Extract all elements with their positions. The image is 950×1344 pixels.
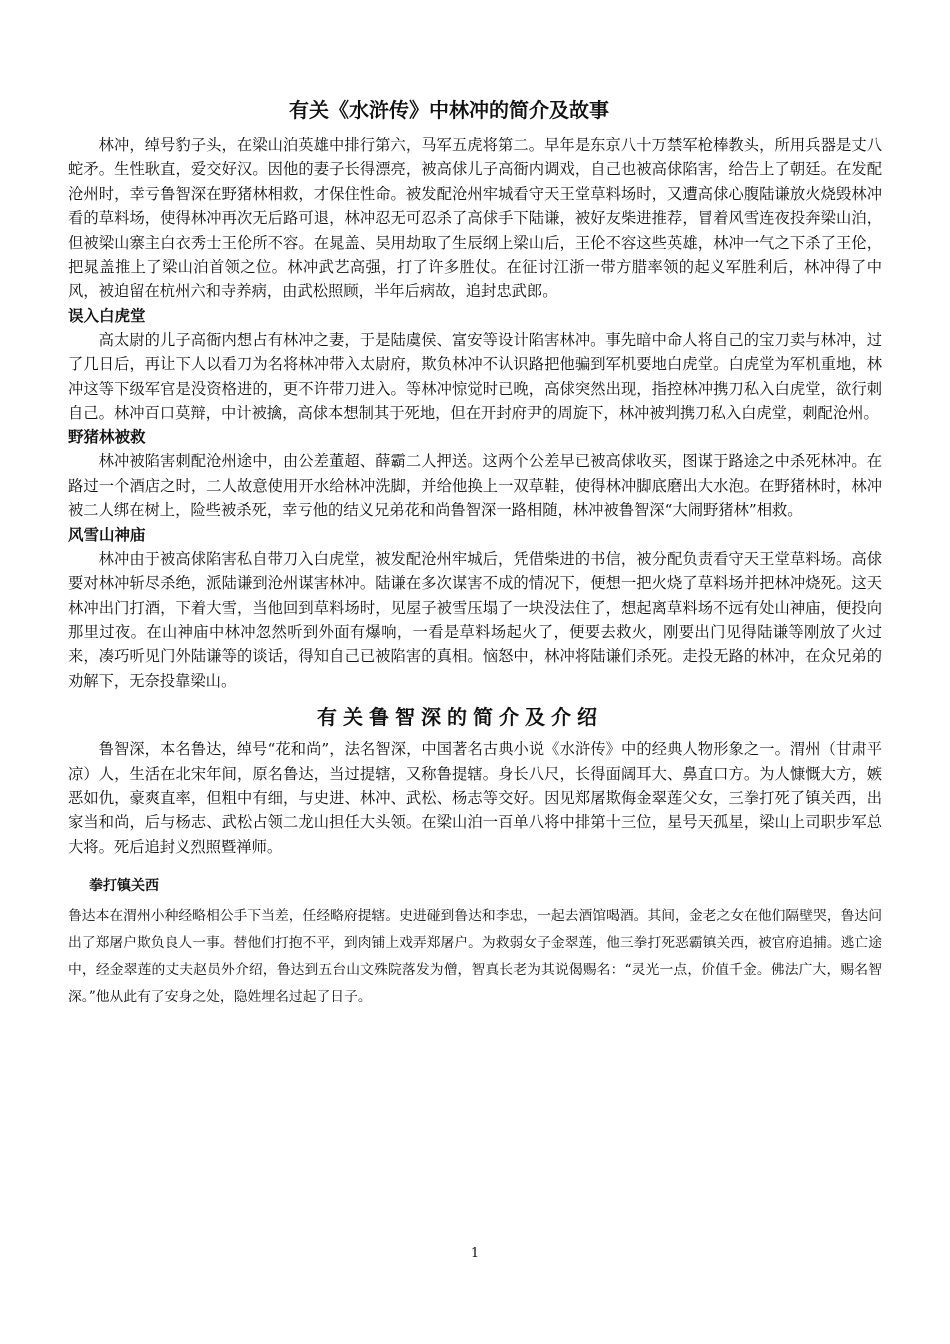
story-paragraph: 高太尉的儿子高衙内想占有林冲之妻，于是陆虞侯、富安等设计陷害林冲。事先暗中命人将自己的宝刀卖与林冲，过了几日后，再让下人以看刀为名将林冲带入太尉府，欺负林冲不认识路把他骗到军机要地白虎堂。白虎堂为军机重地，林冲这等下级军官是没资格进的，更不许带刀进入。等林冲惊觉时已晚，高俅突然出现，指控林冲携刀私入白虎堂，欲行刺自己。林冲百口莫辩，中计被擒，高俅本想制其于死地，但在开封府尹的周旋下，林冲被判携刀私入白虎堂，刺配沧州。 <box>68 330 882 423</box>
lin-chong-title: 有关《水浒传》中林冲的简介及故事 <box>289 98 609 122</box>
story-heading: 风雪山神庙 <box>68 524 146 544</box>
story-paragraph: 林冲由于被高俅陷害私自带刀入白虎堂，被发配沧州牢城后，凭借柴进的书信，被分配负责看守天王堂草料场。高俅要对林冲斩尽杀绝，派陆谦到沧州谋害林冲。陆谦在多次谋害不成的情况下，便想一把火烧了草料场并把林冲烧死。这天林冲出门打酒，下着大雪，当他回到草料场时，见屋子被雪压塌了一块没法住了，想起离草料场不远有处山神庙，便投向那里过夜。在山神庙中林冲忽然听到外面有爆响，一看是草料场起火了，便要去救火，刚要出门见得陆谦等刚放了火过来，凑巧听见门外陆谦等的谈话，得知自己已被陷害的真相。恼怒中，林冲将陆谦们杀死。走投无路的林冲，在众兄弟的劝解下，无奈投靠梁山。 <box>68 549 882 690</box>
story-paragraph: 林冲被陷害刺配沧州途中，由公差董超、薛霸二人押送。这两个公差早已被高俅收买，图谋于路途之中杀死林冲。在路过一个酒店之时，二人故意使用开水给林冲洗脚，并给他换上一双草鞋，使得林冲脚底磨出大水泡。在野猪林时，林冲被二人绑在树上，险些被杀死，幸亏他的结义兄弟花和尚鲁智深一路相随，林冲被鲁智深“大闹野猪林”相救。 <box>68 452 882 520</box>
story-wild-boar-forest <box>68 425 882 522</box>
story-subheading: 拳打镇关西 <box>89 878 159 895</box>
story-paragraph-small: 鲁达本在渭州小种经略相公手下当差，任经略府提辖。史进碰到鲁达和李忠，一起去酒馆喝酒。其间，金老之女在他们隔壁哭，鲁达问出了郑屠户欺负良人一事。替他们打抱不平，到肉铺上戏弄郑屠户。为救弱女子金翠莲，他三拳打死恶霸镇关西，被官府追捕。逃亡途中，经金翠莲的丈夫赵员外介绍，鲁达到五台山文殊院落发为僧，智真长老为其说偈赐名：“灵光一点，价值千金。佛法广大，赐名智深。”他从此有了安身之处，隐姓埋名过起了日子。 <box>68 908 883 1006</box>
story-heading: 野猪林被救 <box>68 427 146 447</box>
lin-chong-intro-paragraph: 林冲，绰号豹子头，在梁山泊英雄中排行第六，马军五虎将第二。早年是东京八十万禁军枪棒教头，所用兵器是丈八蛇矛。生性耿直，爱交好汉。因他的妻子长得漂亮，被高俅儿子高衙内调戏，自己也被高俅陷害，给告上了朝廷。在发配沧州时，幸亏鲁智深在野猪林相救，才保住性命。被发配沧州牢城看守天王堂草料场时，又遭高俅心腹陆谦放火烧毁林冲看的草料场，使得林冲再次无后路可退，林冲忍无可忍杀了高俅手下陆谦，被好友柴进推荐，冒着风雪连夜投奔梁山泊，但被梁山寨主白衣秀士王伦所不容。在晁盖、吴用劫取了生辰纲上梁山后，王伦不容这些英雄，林冲一气之下杀了王伦，把晁盖推上了梁山泊首领之位。林冲武艺高强，打了许多胜仗。在征讨江浙一带方腊率领的起义军胜利后，林冲得了中风，被迫留在杭州六和寺养病，由武松照顾，半年后病故，追封忠武郎。 <box>68 136 882 301</box>
lu-zhishen-title: 有关鲁智深的简介及介绍 <box>317 705 603 730</box>
story-mountain-god-temple <box>68 523 882 693</box>
story-heading: 误入白虎堂 <box>68 305 146 325</box>
lu-zhishen-intro-paragraph: 鲁智深，本名鲁达，绰号“花和尚”，法名智深，中国著名古典小说《水浒传》中的经典人物形象之一。渭州（甘肃平凉）人，生活在北宋年间，原名鲁达，当过提辖，又称鲁提辖。身长八尺，长得面阔耳大、鼻直口方。为人慷慨大方，嫉恶如仇，豪爽直率，但粗中有细，与史进、林冲、武松、杨志等交好。因见郑屠欺侮金翠莲父女，三拳打死了镇关西，出家当和尚，后与杨志、武松占领二龙山担任大头领。在梁山泊一百单八将中排第十三位，星号天孤星，梁山上司职步军总大将。死后追封义烈照暨禅师。 <box>68 740 882 856</box>
page-number: 1 <box>470 1246 480 1261</box>
document-page <box>68 96 882 1011</box>
story-white-tiger-hall <box>68 304 882 426</box>
story-punching-zhen-guanxi <box>68 875 882 1011</box>
